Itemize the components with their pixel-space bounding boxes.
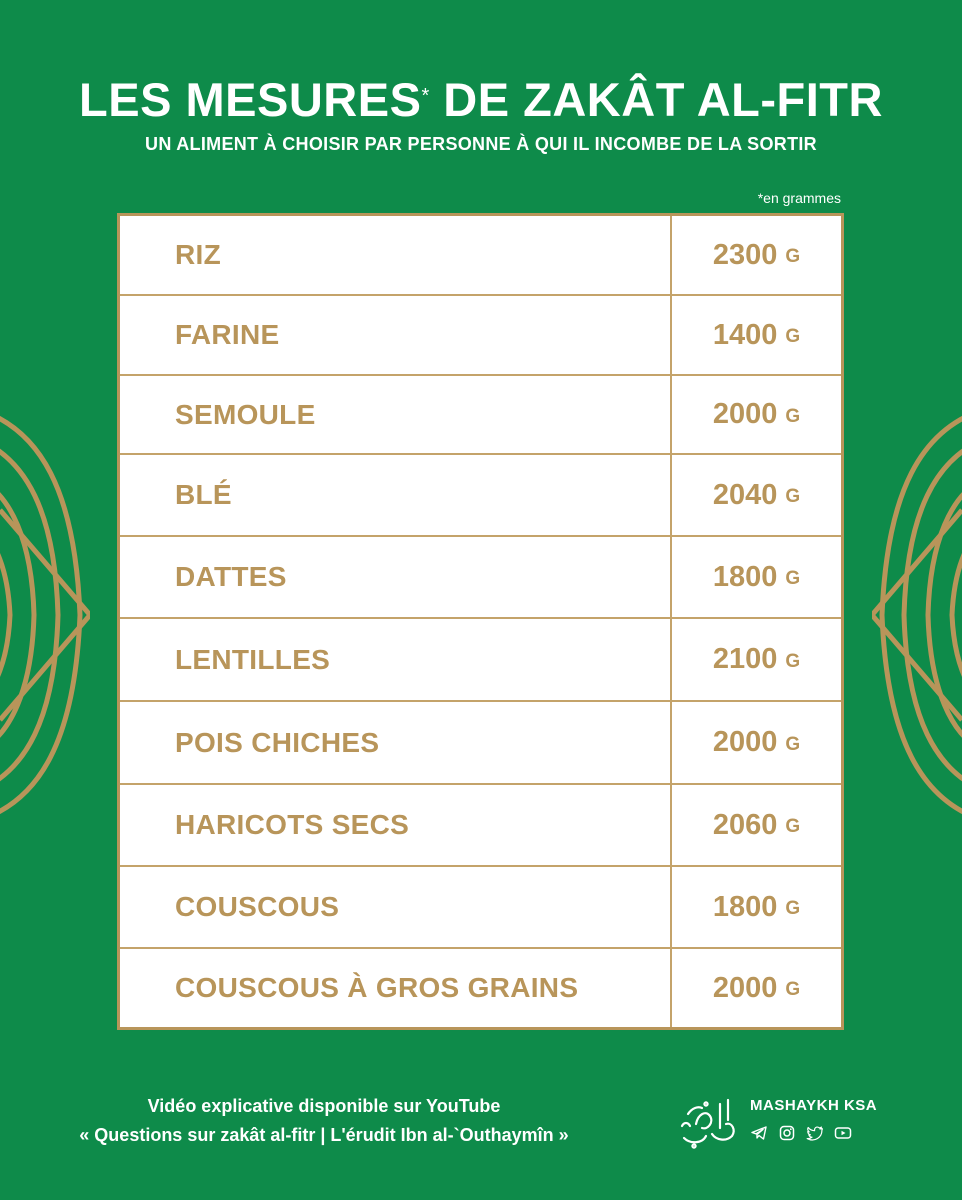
food-name: SEMOULE [175,398,316,430]
table-row [120,216,841,296]
table-row [120,537,841,619]
food-quantity [672,702,841,783]
table-row [120,376,841,455]
title-part1: LES MESURES [79,73,422,126]
footer-line-1: Vidéo explicative disponible sur YouTube [147,1096,501,1116]
table-row [120,455,841,537]
twitter-icon[interactable] [806,1124,824,1142]
quantity-value: 2060 [712,808,778,841]
food-quantity [672,867,841,947]
food-name: LENTILLES [175,643,331,675]
quantity-value: 1800 [712,560,778,593]
food-name: HARICOTS SECS [175,809,410,840]
page-subtitle: UN ALIMENT À CHOISIR PAR PERSONNE À QUI IL INCOMBE DE LA SORTIR [145,134,817,154]
food-name: FARINE [175,319,280,350]
title-asterisk: * [421,85,430,107]
quantity-unit: G [785,568,801,589]
food-name: POIS CHICHES [175,726,380,758]
quantity-value: 2000 [712,971,778,1004]
food-name: RIZ [175,239,222,270]
food-quantity [672,296,841,374]
table-row [120,785,841,867]
quantity-value: 2000 [712,726,778,758]
food-quantity [672,455,841,535]
quantity-value: 1400 [712,318,778,351]
quantity-unit: G [785,979,801,1000]
food-name: DATTES [175,561,287,592]
quantity-unit: G [785,405,801,427]
table-row [120,949,841,1027]
brand-name: MASHAYKH KSA [750,1097,878,1114]
quantity-unit: G [785,246,801,267]
food-name: COUSCOUS [175,891,340,922]
quantity-unit: G [785,650,801,672]
table-row [120,867,841,949]
social-links [750,1124,852,1142]
food-quantity [672,537,841,617]
food-quantity [672,785,841,865]
unit-note: *en grammes [757,190,841,206]
instagram-icon[interactable] [778,1124,796,1142]
telegram-icon[interactable] [750,1124,768,1142]
quantity-value: 2040 [712,478,778,511]
food-quantity [672,216,841,294]
food-quantity [672,949,841,1027]
quantity-value: 2100 [712,643,778,675]
youtube-icon[interactable] [834,1124,852,1142]
quantity-unit: G [785,816,801,837]
table-row [120,296,841,376]
quantity-unit: G [785,733,801,755]
measures-table [117,213,844,1030]
table-row [120,619,841,702]
footer-video-title: « Questions sur zakât al-fitr | L'érudit Ibn al-`Outhaymîn » [79,1125,569,1145]
food-quantity [672,619,841,700]
quantity-unit: G [785,898,801,919]
page-title [0,74,962,126]
food-name: COUSCOUS À GROS GRAINS [175,972,579,1003]
calligraphy-logo [676,1094,742,1150]
footer-note [64,1092,584,1150]
quantity-value: 1800 [712,890,778,923]
quantity-unit: G [785,326,801,347]
table-row [120,702,841,785]
title-part2: DE ZAKÂT AL-FITR [429,73,883,126]
food-quantity [672,376,841,453]
quantity-unit: G [785,486,801,507]
quantity-value: 2300 [712,238,778,271]
ornament-left [0,400,90,830]
quantity-value: 2000 [712,398,778,430]
food-name: BLÉ [175,479,232,510]
ornament-right [872,400,962,830]
